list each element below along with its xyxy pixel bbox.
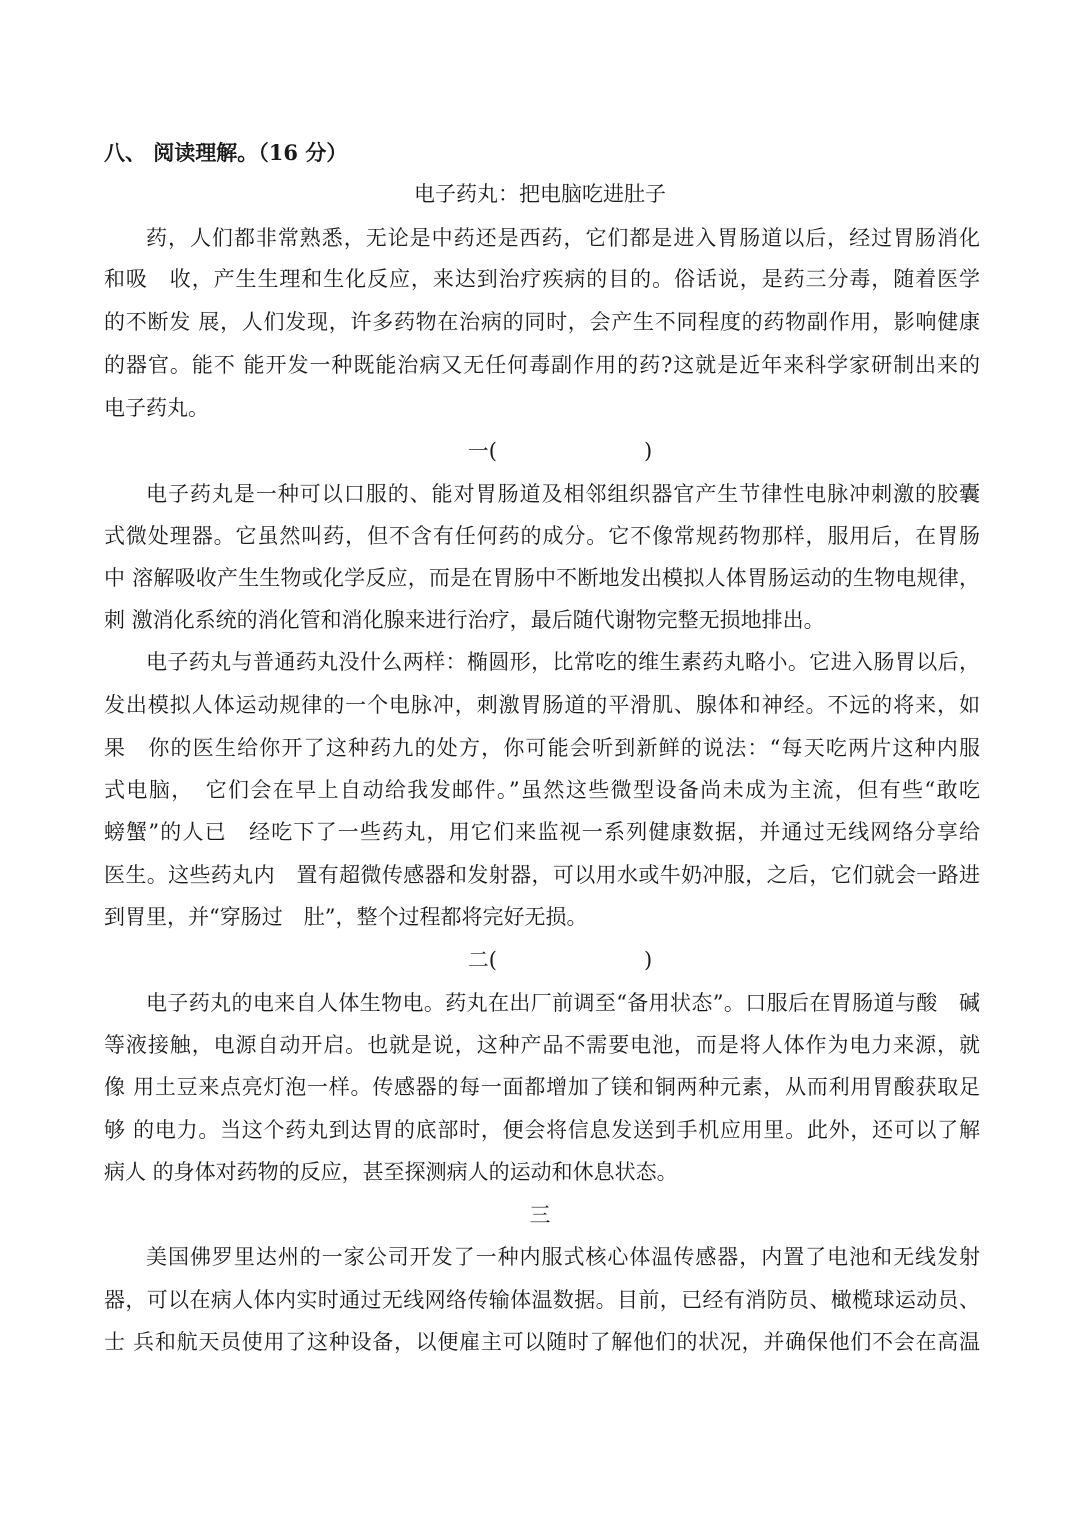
- section-heading-1: 一( ): [467, 439, 653, 463]
- section-header: 八、 阅读理解。（16 分）: [104, 140, 348, 165]
- paragraph-line: 器，可以在病人体内实时通过无线网络传输体温数据。目前，已经有消防员、橄榄球运动员、: [104, 1288, 980, 1312]
- paragraph-line: 式微处理器。它虽然叫药，但不含有任何药的成分。它不像常规药物那样，服用后，在胃肠: [104, 524, 980, 548]
- intro-line: 的不断发 展，人们发现，许多药物在治病的同时，会产生不同程度的药物副作用，影响健康: [104, 310, 980, 334]
- intro-line: 药，人们都非常熟悉，无论是中药还是西药，它们都是进入胃肠道以后，经过胃肠消化: [146, 226, 980, 250]
- paragraph-line: 够 的电力。当这个药丸到达胃的底部时，便会将信息发送到手机应用里。此外，还可以了解: [104, 1118, 980, 1142]
- intro-line: 电子药丸。: [104, 396, 209, 420]
- paragraph-line: 士 兵和航天员使用了这种设备，以便雇主可以随时了解他们的状况，并确保他们不会在高温: [104, 1330, 980, 1354]
- paragraph-line: 刺 激消化系统的消化管和消化腺来进行治疗，最后随代谢物完整无损地排出。: [104, 608, 825, 632]
- paragraph-line: 美国佛罗里达州的一家公司开发了一种内服式核心体温传感器，内置了电池和无线发射: [146, 1245, 980, 1269]
- section-heading-2: 二( ): [467, 948, 653, 972]
- paragraph-line: 等液接触，电源自动开启。也就是说，这种产品不需要电池，而是将人体作为电力来源，就: [104, 1033, 980, 1057]
- paragraph-line: 医生。这些药丸内 置有超微传感器和发射器，可以用水或牛奶冲服，之后，它们就会一路进: [104, 863, 980, 887]
- article-title: 电子药丸：把电脑吃进肚子: [414, 182, 666, 206]
- intro-line: 的器官。能不 能开发一种既能治病又无任何毒副作用的药?这就是近年来科学家研制出来的: [104, 353, 980, 377]
- paragraph-line: 像 用土豆来点亮灯泡一样。传感器的每一面都增加了镁和铜两种元素，从而利用胃酸获取足: [104, 1075, 980, 1099]
- paragraph-line: 电子药丸的电来自人体生物电。药丸在出厂前调至“备用状态”。口服后在胃肠道与酸 碱: [146, 991, 980, 1015]
- section-heading-3: 三: [529, 1203, 551, 1227]
- paragraph-line: 电子药丸与普通药丸没什么两样：椭圆形，比常吃的维生素药丸略小。它进入肠胃以后，: [146, 650, 980, 674]
- paragraph-line: 发出模拟人体运动规律的一个电脉冲，刺激胃肠道的平滑肌、腺体和神经。不远的将来，如: [104, 693, 980, 717]
- paragraph-line: 螃蟹”的人已 经吃下了一些药丸，用它们来监视一系列健康数据，并通过无线网络分享给: [104, 820, 980, 844]
- intro-line: 和吸 收，产生生理和生化反应，来达到治疗疾病的目的。俗话说，是药三分毒，随着医学: [104, 267, 980, 291]
- paragraph-line: 中 溶解吸收产生生物或化学反应，而是在胃肠中不断地发出模拟人体胃肠运动的生物电规律，: [104, 566, 980, 590]
- paragraph-line: 电子药丸是一种可以口服的、能对胃肠道及相邻组织器官产生节律性电脉冲刺激的胶囊: [146, 482, 980, 506]
- paragraph-line: 式电脑， 它们会在早上自动给我发邮件。”虽然这些微型设备尚未成为主流，但有些“敢吃: [104, 778, 980, 802]
- paragraph-line: 病人 的身体对药物的反应，甚至探测病人的运动和休息状态。: [104, 1160, 678, 1184]
- paragraph-line: 到胃里，并“穿肠过 肚”，整个过程都将完好无损。: [104, 905, 588, 929]
- paragraph-line: 果 你的医生给你开了这种药九的处方，你可能会听到新鲜的说法：“每天吃两片这种内服: [104, 736, 980, 760]
